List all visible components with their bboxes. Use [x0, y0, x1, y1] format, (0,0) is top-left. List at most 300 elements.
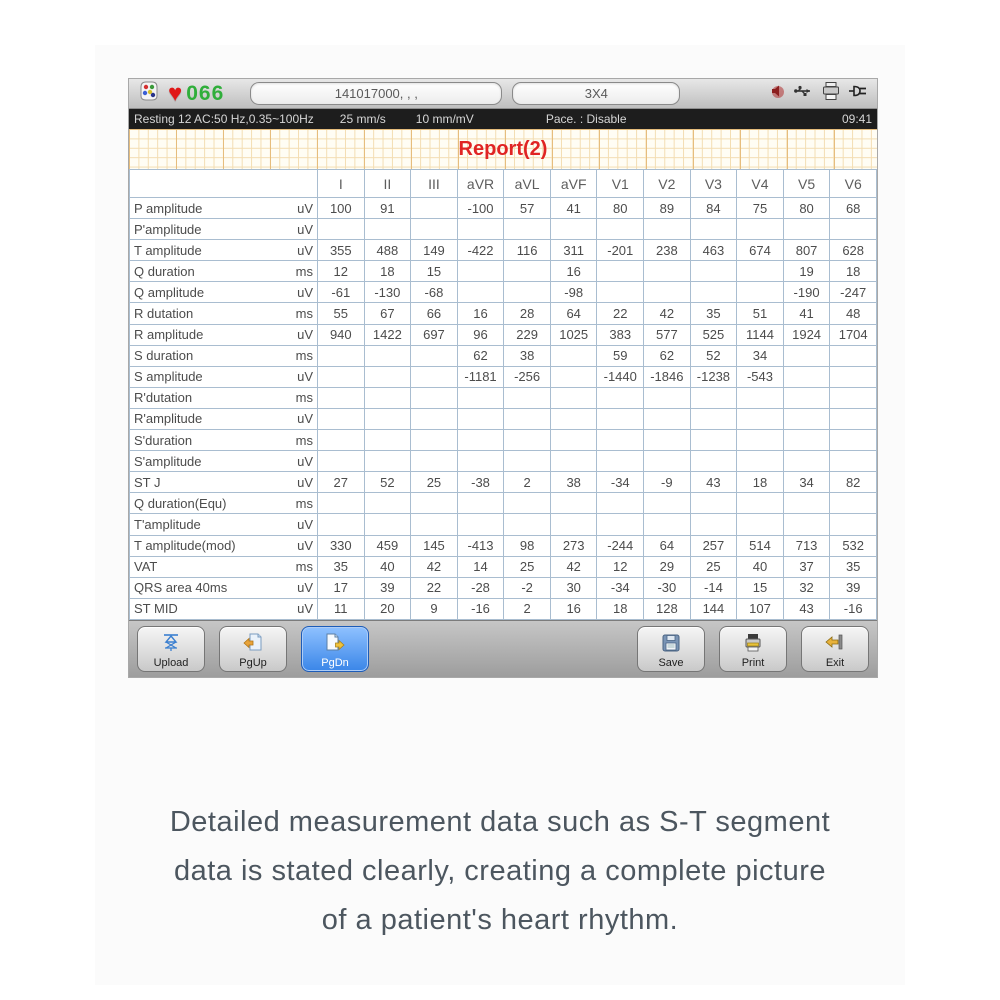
measurement-value-cell: 355 [318, 240, 365, 261]
measurement-value-cell [783, 345, 830, 366]
parameter-label-cell [130, 556, 318, 577]
parameter-label: T amplitude(mod) [134, 538, 236, 554]
measurement-value-cell [411, 430, 458, 451]
measurement-value-cell [364, 514, 411, 535]
measurement-value-cell [830, 408, 877, 429]
measurement-value-cell: 64 [550, 303, 597, 324]
measurement-value-cell: 32 [783, 577, 830, 598]
measurement-value-cell: 11 [318, 598, 365, 619]
measurement-value-cell [644, 219, 691, 240]
pgdn-button-label: PgDn [321, 657, 349, 669]
exit-button[interactable] [801, 626, 869, 672]
measurement-value-cell [364, 219, 411, 240]
measurement-value-cell [783, 451, 830, 472]
measurement-value-cell: 18 [597, 598, 644, 619]
measurement-value-cell [644, 282, 691, 303]
lead-header: V6 [830, 170, 877, 198]
measurement-value-cell: 43 [783, 598, 830, 619]
measurement-value-cell: 41 [783, 303, 830, 324]
measurement-value-cell: 40 [364, 556, 411, 577]
measurement-value-cell: 39 [364, 577, 411, 598]
ecg-device-screen [128, 78, 878, 678]
measurement-value-cell [457, 219, 504, 240]
measurement-value-cell [504, 514, 551, 535]
measurement-value-cell [318, 408, 365, 429]
measurement-value-cell: -247 [830, 282, 877, 303]
parameter-label: P'amplitude [134, 221, 202, 237]
measurement-value-cell: 628 [830, 240, 877, 261]
measurement-value-cell: -130 [364, 282, 411, 303]
patient-id-field[interactable]: 141017000, , , [250, 82, 502, 105]
top-bar [129, 79, 877, 109]
table-row [130, 514, 877, 535]
measurement-value-cell [597, 493, 644, 514]
measurement-value-cell: 25 [690, 556, 737, 577]
parameter-label: T'amplitude [134, 516, 201, 532]
measurement-value-cell: 43 [690, 472, 737, 493]
measurement-value-cell: -34 [597, 577, 644, 598]
measurement-value-cell [830, 219, 877, 240]
parameter-label-cell [130, 198, 318, 219]
measurement-value-cell [550, 430, 597, 451]
measurement-value-cell [783, 514, 830, 535]
measurement-value-cell: -14 [690, 577, 737, 598]
measurement-value-cell: 42 [411, 556, 458, 577]
measurement-value-cell: 55 [318, 303, 365, 324]
measurement-value-cell [597, 408, 644, 429]
measurement-value-cell [411, 219, 458, 240]
measurement-value-cell: 66 [411, 303, 458, 324]
measurement-value-cell [597, 387, 644, 408]
measurement-value-cell: 807 [783, 240, 830, 261]
measurement-value-cell: 697 [411, 324, 458, 345]
gain-text: 10 mm/mV [415, 112, 474, 126]
lead-header: aVR [457, 170, 504, 198]
measurement-value-cell [318, 493, 365, 514]
measurement-value-cell [737, 451, 784, 472]
pgdn-button[interactable] [301, 626, 369, 672]
lead-header: II [364, 170, 411, 198]
table-row [130, 240, 877, 261]
measurement-value-cell: 144 [690, 598, 737, 619]
measurement-value-cell [504, 219, 551, 240]
parameter-label-cell [130, 535, 318, 556]
measurement-value-cell [597, 219, 644, 240]
measurement-value-cell [830, 366, 877, 387]
measurement-value-cell: 75 [737, 198, 784, 219]
measurement-value-cell [411, 345, 458, 366]
measurement-value-cell [690, 493, 737, 514]
table-row [130, 345, 877, 366]
measurement-value-cell [504, 387, 551, 408]
measurement-value-cell: -9 [644, 472, 691, 493]
parameter-label-cell [130, 577, 318, 598]
pace-text: Pace. : Disable [545, 112, 627, 126]
table-row [130, 324, 877, 345]
table-row [130, 451, 877, 472]
measurement-value-cell [830, 451, 877, 472]
measurement-value-cell: 116 [504, 240, 551, 261]
parameter-unit: ms [295, 495, 313, 511]
measurement-value-cell [737, 514, 784, 535]
measurement-value-cell: 59 [597, 345, 644, 366]
parameter-label: S'duration [134, 432, 193, 448]
measurement-value-cell [690, 282, 737, 303]
lead-header: V1 [597, 170, 644, 198]
measurement-value-cell: -413 [457, 535, 504, 556]
measurement-value-cell [457, 282, 504, 303]
status-icons [769, 81, 870, 106]
measurement-value-cell: 27 [318, 472, 365, 493]
measurement-value-cell: 18 [364, 261, 411, 282]
lead-header: III [411, 170, 458, 198]
parameter-unit: uV [297, 516, 313, 532]
measurement-value-cell: 62 [457, 345, 504, 366]
measurement-value-cell [644, 261, 691, 282]
save-button[interactable] [637, 626, 705, 672]
measurement-value-cell: 22 [597, 303, 644, 324]
measurement-value-cell: 459 [364, 535, 411, 556]
measurement-value-cell [364, 408, 411, 429]
measurement-value-cell: -1846 [644, 366, 691, 387]
measurement-value-cell: 82 [830, 472, 877, 493]
measurement-value-cell [457, 387, 504, 408]
measurement-value-cell: 311 [550, 240, 597, 261]
parameter-unit: ms [295, 559, 313, 575]
table-row [130, 556, 877, 577]
measurement-value-cell [830, 430, 877, 451]
measurement-value-cell [364, 493, 411, 514]
measurement-value-cell: 34 [783, 472, 830, 493]
heart-icon: ♥ [168, 79, 183, 107]
measurement-value-cell: 14 [457, 556, 504, 577]
table-row [130, 282, 877, 303]
measurement-value-cell [830, 387, 877, 408]
measurement-value-cell: 41 [550, 198, 597, 219]
parameter-label-cell [130, 493, 318, 514]
measurement-value-cell [550, 451, 597, 472]
measurement-value-cell: 67 [364, 303, 411, 324]
measurement-value-cell [644, 408, 691, 429]
print-button[interactable] [719, 626, 787, 672]
measurement-value-cell: 25 [411, 472, 458, 493]
measurement-value-cell: 35 [318, 556, 365, 577]
measurement-value-cell: 42 [644, 303, 691, 324]
measurement-value-cell: 107 [737, 598, 784, 619]
parameter-label-cell [130, 345, 318, 366]
measurement-value-cell: 38 [504, 345, 551, 366]
measurement-value-cell [644, 514, 691, 535]
measurement-value-cell: 674 [737, 240, 784, 261]
measurement-value-cell [597, 430, 644, 451]
parameter-label-cell [130, 387, 318, 408]
measurement-value-cell [690, 430, 737, 451]
measurement-value-cell [737, 219, 784, 240]
table-row [130, 472, 877, 493]
table-row [130, 261, 877, 282]
measurement-value-cell [783, 366, 830, 387]
power-plug-icon [848, 82, 870, 105]
parameter-label: QRS area 40ms [134, 580, 228, 596]
measurement-value-cell: -16 [457, 598, 504, 619]
measurement-value-cell [737, 408, 784, 429]
measurement-value-cell: -61 [318, 282, 365, 303]
measurement-value-cell: 1704 [830, 324, 877, 345]
parameter-unit: uV [297, 538, 313, 554]
measurement-value-cell: -28 [457, 577, 504, 598]
parameter-unit: uV [297, 284, 313, 300]
measurement-value-cell: 1924 [783, 324, 830, 345]
parameter-unit: uV [297, 580, 313, 596]
measurement-value-cell: 2 [504, 598, 551, 619]
measurement-value-cell [644, 430, 691, 451]
measurement-value-cell: 100 [318, 198, 365, 219]
measurement-value-cell: 1144 [737, 324, 784, 345]
table-row [130, 408, 877, 429]
parameter-label-cell [130, 430, 318, 451]
measurement-value-cell: -100 [457, 198, 504, 219]
measurement-value-cell [457, 451, 504, 472]
parameter-unit: uV [297, 327, 313, 343]
measurement-value-cell [690, 261, 737, 282]
measurement-value-cell [411, 387, 458, 408]
measurement-value-cell: 89 [644, 198, 691, 219]
measurement-value-cell [690, 451, 737, 472]
measurement-value-cell [318, 451, 365, 472]
measurement-value-cell: 1025 [550, 324, 597, 345]
measurement-value-cell [783, 493, 830, 514]
measurement-value-cell [550, 219, 597, 240]
usb-icon [794, 84, 814, 103]
page-up-icon [241, 631, 265, 655]
measurement-value-cell [644, 387, 691, 408]
measurement-value-cell [364, 366, 411, 387]
measurement-value-cell [364, 430, 411, 451]
measurement-value-cell: -2 [504, 577, 551, 598]
caption-line: data is stated clearly, creating a complete picture [173, 855, 826, 887]
save-icon [660, 631, 682, 655]
parameter-label: P amplitude [134, 200, 203, 216]
table-row [130, 219, 877, 240]
measurement-value-cell: 12 [597, 556, 644, 577]
measurement-value-cell: -16 [830, 598, 877, 619]
measurement-value-cell [411, 493, 458, 514]
parameter-label: R amplitude [134, 327, 204, 343]
measurement-value-cell [318, 345, 365, 366]
measurement-value-cell [504, 451, 551, 472]
measurement-value-cell [550, 493, 597, 514]
measurement-value-cell: 128 [644, 598, 691, 619]
measurement-value-cell: 229 [504, 324, 551, 345]
measurement-value-cell [644, 493, 691, 514]
measurement-value-cell [690, 219, 737, 240]
pgup-button[interactable] [219, 626, 287, 672]
parameter-unit: uV [297, 601, 313, 617]
measurement-value-cell [457, 493, 504, 514]
measurement-value-cell: 713 [783, 535, 830, 556]
parameter-unit: uV [297, 369, 313, 385]
report-title: Report(2) [458, 137, 548, 160]
caption-line: of a patient's heart rhythm. [321, 904, 679, 936]
parameter-label: VAT [134, 559, 158, 575]
measurement-value-cell: 514 [737, 535, 784, 556]
measurement-value-cell [597, 451, 644, 472]
measurement-value-cell [783, 219, 830, 240]
parameter-label-cell [130, 451, 318, 472]
measurement-value-cell: 532 [830, 535, 877, 556]
lead-header: V5 [783, 170, 830, 198]
parameter-unit: uV [297, 200, 313, 216]
measurement-value-cell [504, 493, 551, 514]
lead-header: I [318, 170, 365, 198]
save-button-label: Save [658, 657, 684, 669]
pgup-button-label: PgUp [239, 657, 267, 669]
measurement-value-cell: -38 [457, 472, 504, 493]
measurement-value-cell [504, 261, 551, 282]
upload-button-label: Upload [153, 657, 189, 669]
measurement-value-cell [690, 387, 737, 408]
measurement-value-cell [411, 366, 458, 387]
parameter-unit: ms [295, 432, 313, 448]
parameter-label-cell [130, 303, 318, 324]
measurement-value-cell: -543 [737, 366, 784, 387]
measurement-value-cell: 16 [550, 598, 597, 619]
ecg-grid-band [129, 129, 877, 169]
measurement-value-cell: 98 [504, 535, 551, 556]
measurement-value-cell: 17 [318, 577, 365, 598]
measurement-value-cell [597, 514, 644, 535]
measurement-value-cell: 48 [830, 303, 877, 324]
lead-header: aVL [504, 170, 551, 198]
parameter-label-cell [130, 240, 318, 261]
measurement-value-cell: 30 [550, 577, 597, 598]
measurement-value-cell: 19 [783, 261, 830, 282]
measurement-value-cell: -190 [783, 282, 830, 303]
parameter-unit: ms [295, 263, 313, 279]
measurement-value-cell: -98 [550, 282, 597, 303]
table-row [130, 198, 877, 219]
measurement-value-cell [830, 493, 877, 514]
measurement-value-cell: 96 [457, 324, 504, 345]
clock-text: 09:41 [841, 112, 872, 126]
measurement-value-cell: 273 [550, 535, 597, 556]
measurement-value-cell: 42 [550, 556, 597, 577]
measurement-value-cell: 28 [504, 303, 551, 324]
measurement-value-cell: -68 [411, 282, 458, 303]
parameter-label: ST J [134, 474, 161, 490]
parameter-label-cell [130, 261, 318, 282]
parameter-label: S duration [134, 348, 194, 364]
measurement-value-cell: 64 [644, 535, 691, 556]
status-bar [129, 109, 877, 129]
parameter-label-cell [130, 598, 318, 619]
measurement-value-cell [504, 408, 551, 429]
measurement-value-cell: 525 [690, 324, 737, 345]
caption-line: Detailed measurement data such as S-T segment [169, 806, 831, 838]
table-row [130, 303, 877, 324]
measurement-value-cell [550, 514, 597, 535]
lead-header: V4 [737, 170, 784, 198]
parameter-unit: uV [297, 453, 313, 469]
parameter-label: R'amplitude [134, 411, 203, 427]
measurement-value-cell: 330 [318, 535, 365, 556]
electrode-positions-icon [136, 79, 162, 108]
measurement-value-cell [457, 261, 504, 282]
parameter-unit: uV [297, 411, 313, 427]
measurement-value-cell: 52 [364, 472, 411, 493]
measurement-value-cell: 18 [737, 472, 784, 493]
parameter-label-cell [130, 324, 318, 345]
measurement-value-cell [737, 387, 784, 408]
measurement-value-cell: 80 [597, 198, 644, 219]
measurement-value-cell: 37 [783, 556, 830, 577]
parameter-label: S amplitude [134, 369, 203, 385]
measurement-value-cell: -256 [504, 366, 551, 387]
parameter-label-cell [130, 514, 318, 535]
measurement-value-cell [318, 366, 365, 387]
table-row [130, 535, 877, 556]
parameter-unit: uV [297, 474, 313, 490]
upload-button[interactable] [137, 626, 205, 672]
measurement-value-cell [318, 430, 365, 451]
measurement-value-cell: 38 [550, 472, 597, 493]
measurement-value-cell: 80 [783, 198, 830, 219]
parameter-label-cell [130, 472, 318, 493]
lead-header: aVF [550, 170, 597, 198]
parameter-label-cell [130, 366, 318, 387]
measurement-value-cell [318, 219, 365, 240]
measurement-value-cell: -201 [597, 240, 644, 261]
measurement-value-cell: 2 [504, 472, 551, 493]
measurement-value-cell [550, 366, 597, 387]
exit-button-label: Exit [825, 657, 845, 669]
measurement-value-cell [550, 387, 597, 408]
table-row [130, 577, 877, 598]
parameter-label-cell [130, 408, 318, 429]
table-row [130, 387, 877, 408]
measurement-value-cell [690, 408, 737, 429]
parameter-label: R'dutation [134, 390, 193, 406]
printer-icon [821, 81, 841, 106]
measurement-value-cell: 35 [830, 556, 877, 577]
table-row [130, 598, 877, 619]
measurement-value-cell [783, 430, 830, 451]
measurement-value-cell [457, 430, 504, 451]
display-layout-field[interactable]: 3X4 [512, 82, 680, 105]
measurement-value-cell [550, 345, 597, 366]
measurement-value-cell [457, 408, 504, 429]
measurement-value-cell: 577 [644, 324, 691, 345]
parameter-unit: ms [295, 306, 313, 322]
measurement-value-cell: 52 [690, 345, 737, 366]
measurement-value-cell [783, 387, 830, 408]
parameter-label-cell [130, 282, 318, 303]
measurement-value-cell: 1422 [364, 324, 411, 345]
measurement-value-cell [504, 430, 551, 451]
measurement-value-cell: 463 [690, 240, 737, 261]
measurement-value-cell [411, 408, 458, 429]
parameter-label-cell [130, 219, 318, 240]
measurement-value-cell [830, 345, 877, 366]
measurement-value-cell [318, 514, 365, 535]
measurement-value-cell [457, 514, 504, 535]
measurement-value-cell [364, 387, 411, 408]
paper-speed-text: 25 mm/s [339, 112, 386, 126]
measurement-value-cell [737, 261, 784, 282]
measurement-value-cell: 29 [644, 556, 691, 577]
measurement-value-cell: 383 [597, 324, 644, 345]
measurement-value-cell [737, 430, 784, 451]
